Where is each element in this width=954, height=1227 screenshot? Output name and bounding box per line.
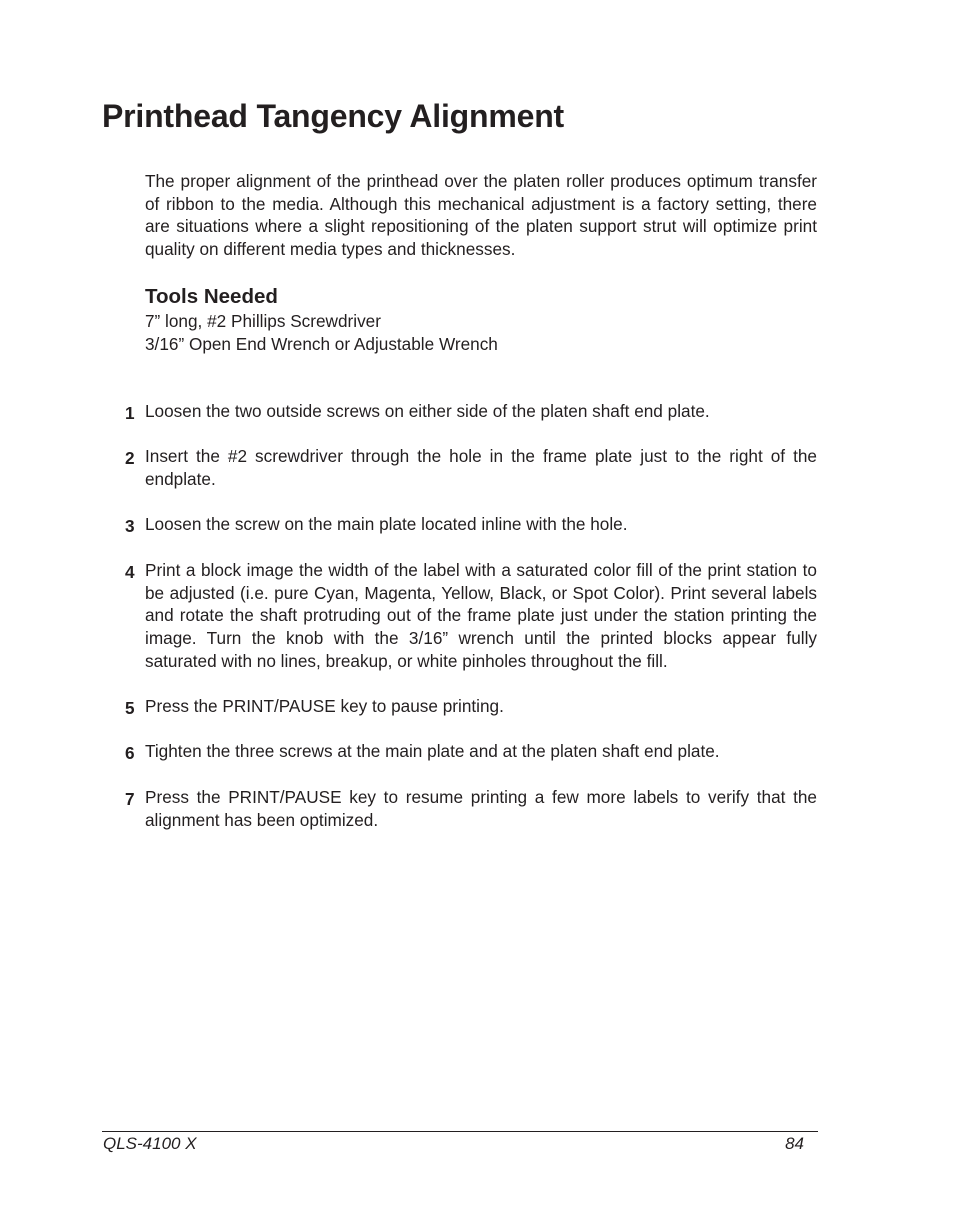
footer-page-number: 84 xyxy=(785,1134,804,1153)
step-number: 3 xyxy=(125,516,135,537)
step-item xyxy=(0,445,954,490)
step-text: Insert the #2 screwdriver through the hole in the frame plate just to the right of the endplate. xyxy=(145,446,817,490)
step-text: Print a block image the width of the label with a saturated color fill of the print station to be adjusted (i.e. pure Cyan, Magenta, Yellow, Black, or Spot Color). Print several labels and rotate the shaft protruding out of the frame plate just under the station printing the image. Turn the knob with the 3/16” wrench until the printed blocks appear fully saturated with no lines, breakup, or white pinholes throughout the fill. xyxy=(145,559,817,671)
step-item xyxy=(0,695,954,718)
step-text: Press the PRINT/PAUSE key to resume printing a few more labels to verify that the alignment has been optimized. xyxy=(145,786,817,830)
step-text: Loosen the screw on the main plate located inline with the hole. xyxy=(145,514,628,535)
step-text: Loosen the two outside screws on either side of the platen shaft end plate. xyxy=(145,401,710,421)
step-number: 7 xyxy=(125,788,135,809)
step-number: 1 xyxy=(125,403,135,423)
tools-heading: Tools Needed xyxy=(145,285,278,308)
step-number: 4 xyxy=(125,561,135,582)
step-item xyxy=(0,513,954,536)
intro-paragraph: The proper alignment of the printhead over the platen roller produces optimum transfer of ribbon to the media. Although this mechanical adjustment is a factory setting, there are situations where a slight repositioning of the platen support strut will optimize print quality on different media types and thicknesses. xyxy=(145,171,817,260)
tools-needed-section xyxy=(145,284,817,356)
tools-list xyxy=(145,310,817,356)
page-title: Printhead Tangency Alignment xyxy=(102,98,565,134)
step-text: Tighten the three screws at the main plate and at the platen shaft end plate. xyxy=(145,741,720,762)
tool-item: 7” long, #2 Phillips Screwdriver xyxy=(145,311,381,331)
tool-item: 3/16” Open End Wrench or Adjustable Wrench xyxy=(145,334,498,354)
step-item xyxy=(0,740,954,763)
step-item xyxy=(0,400,954,423)
procedure-steps xyxy=(0,400,954,854)
step-number: 2 xyxy=(125,448,135,469)
step-item xyxy=(0,559,954,673)
footer-divider xyxy=(102,1131,818,1132)
step-number: 5 xyxy=(125,698,135,719)
step-text: Press the PRINT/PAUSE key to pause printing. xyxy=(145,696,504,717)
footer-model-name: QLS-4100 X xyxy=(103,1134,197,1153)
step-number: 6 xyxy=(125,743,135,764)
step-item xyxy=(0,786,954,831)
